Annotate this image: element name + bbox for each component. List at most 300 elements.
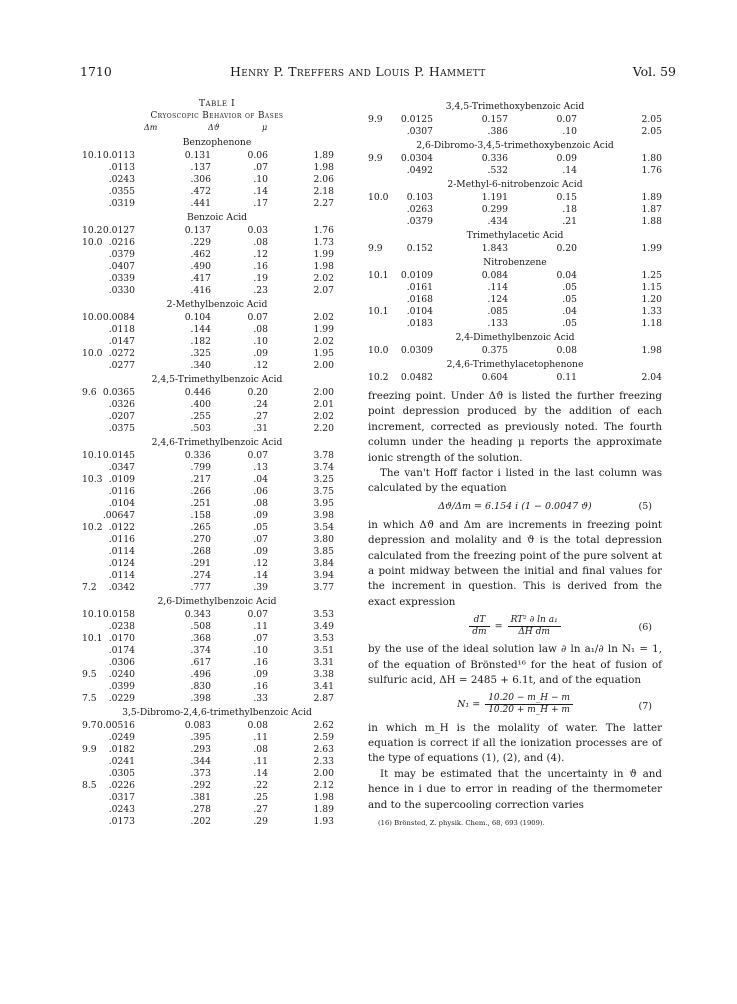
table-cell: .395 bbox=[190, 732, 211, 743]
section-heading: 2,6-Dibromo-3,4,5-trimethoxybenzoic Acid bbox=[416, 140, 614, 151]
table-cell: 9.5 bbox=[82, 669, 97, 680]
table-cell: 0.157 bbox=[481, 114, 508, 125]
table-cell: .12 bbox=[253, 360, 268, 371]
table-row bbox=[82, 522, 352, 534]
equation-5-body: Δϑ/Δm = 6.154 i (1 − 0.0047 ϑ) bbox=[438, 500, 592, 512]
table-cell: 0.0125 bbox=[400, 114, 433, 125]
table-cell: 0.0482 bbox=[400, 372, 433, 383]
table-row bbox=[82, 150, 352, 162]
table-cell: 2.00 bbox=[313, 360, 334, 371]
section-heading: Benzoic Acid bbox=[186, 212, 248, 223]
table-cell: .0170 bbox=[108, 633, 135, 644]
table-row bbox=[368, 165, 662, 177]
table-row bbox=[82, 162, 352, 174]
table-cell: .085 bbox=[487, 306, 508, 317]
table-cell: .0104 bbox=[108, 498, 135, 509]
table-cell: .340 bbox=[190, 360, 211, 371]
right-table-body bbox=[368, 99, 662, 384]
table-cell: .0118 bbox=[108, 324, 135, 335]
table-cell: .292 bbox=[190, 780, 211, 791]
table-cell: .462 bbox=[190, 249, 211, 260]
table-row bbox=[82, 225, 352, 237]
table-cell: 0.299 bbox=[481, 204, 508, 215]
table-cell: .416 bbox=[190, 285, 211, 296]
table-cell: 2.63 bbox=[313, 744, 334, 755]
table-row bbox=[368, 243, 662, 255]
table-row bbox=[82, 450, 352, 462]
table-cell: 0.07 bbox=[247, 450, 268, 461]
table-cell: .0124 bbox=[108, 558, 135, 569]
table-cell: .07 bbox=[253, 162, 268, 173]
table-cell: .490 bbox=[190, 261, 211, 272]
table-cell: .08 bbox=[253, 324, 268, 335]
col-header-dm: Δm bbox=[144, 123, 158, 132]
table-row bbox=[82, 486, 352, 498]
table-cell: .368 bbox=[190, 633, 211, 644]
table-cell: .0182 bbox=[108, 744, 135, 755]
table-cell: 1.18 bbox=[641, 318, 662, 329]
table-cell: .0272 bbox=[108, 348, 135, 359]
table-cell: 3.94 bbox=[313, 570, 334, 581]
table-cell: .0277 bbox=[108, 360, 135, 371]
table-cell: 1.191 bbox=[481, 192, 508, 203]
table-cell: .13 bbox=[253, 462, 268, 473]
table-row bbox=[368, 216, 662, 228]
table-cell: .617 bbox=[190, 657, 211, 668]
table-cell: 9.7 bbox=[82, 720, 97, 731]
table-row bbox=[82, 174, 352, 186]
table-cell: 1.99 bbox=[313, 324, 334, 335]
table-cell: .0263 bbox=[406, 204, 433, 215]
table-cell: .00647 bbox=[102, 510, 135, 521]
table-row bbox=[368, 345, 662, 357]
eq7-denominator: 10.20 + m_H + m bbox=[488, 705, 570, 715]
table-row bbox=[82, 510, 352, 522]
table-row bbox=[368, 192, 662, 204]
table-cell: .04 bbox=[562, 306, 577, 317]
eq6-rhs-numerator: RT² ∂ ln a₁ bbox=[508, 615, 561, 627]
table-row bbox=[82, 411, 352, 423]
table-row bbox=[82, 609, 352, 621]
table-cell: .278 bbox=[190, 804, 211, 815]
paragraph-6: It may be estimated that the uncertainty in ϑ and hence in i due to error in reading of the thermometer and to the supercooling correction varies bbox=[368, 767, 662, 811]
table-row bbox=[82, 249, 352, 261]
table-cell: 0.0084 bbox=[102, 312, 135, 323]
table-column-headers bbox=[82, 124, 352, 135]
table-cell: .31 bbox=[253, 423, 268, 434]
table-cell: .0114 bbox=[108, 570, 135, 581]
table-cell: 3.78 bbox=[313, 450, 334, 461]
table-cell: 2.01 bbox=[313, 399, 334, 410]
table-cell: 1.98 bbox=[313, 261, 334, 272]
section-heading: 2,6-Dimethylbenzoic Acid bbox=[157, 596, 277, 607]
table-cell: .0240 bbox=[108, 669, 135, 680]
table-cell: .16 bbox=[253, 681, 268, 692]
table-row bbox=[368, 204, 662, 216]
table-cell: 0.103 bbox=[406, 192, 433, 203]
table-cell: .0116 bbox=[108, 534, 135, 545]
table-cell: .0399 bbox=[108, 681, 135, 692]
table-cell: .217 bbox=[190, 474, 211, 485]
table-cell: 0.336 bbox=[481, 153, 508, 164]
table-cell: 1.80 bbox=[641, 153, 662, 164]
table-cell: 2.20 bbox=[313, 423, 334, 434]
right-column bbox=[368, 99, 662, 831]
table-cell: 0.0365 bbox=[102, 387, 135, 398]
section-heading: Nitrobenzene bbox=[483, 257, 547, 268]
table-row bbox=[368, 294, 662, 306]
eq6-rhs-fraction bbox=[508, 615, 561, 638]
table-cell: 0.0309 bbox=[400, 345, 433, 356]
table-cell: 9.9 bbox=[82, 744, 97, 755]
table-cell: .0243 bbox=[108, 804, 135, 815]
table-cell: .05 bbox=[562, 318, 577, 329]
table-cell: 0.04 bbox=[556, 270, 577, 281]
table-cell: .17 bbox=[253, 198, 268, 209]
table-cell: 3.98 bbox=[313, 510, 334, 521]
equation-7-number: (7) bbox=[638, 700, 652, 712]
table-cell: 3.54 bbox=[313, 522, 334, 533]
table-cell: .39 bbox=[253, 582, 268, 593]
table-cell: .417 bbox=[190, 273, 211, 284]
table-cell: 3.85 bbox=[313, 546, 334, 557]
section-heading: 2,4,6-Trimethylacetophenone bbox=[446, 359, 584, 370]
table-cell: .08 bbox=[253, 744, 268, 755]
table-row bbox=[82, 756, 352, 768]
table-cell: .0319 bbox=[108, 198, 135, 209]
table-cell: 1.843 bbox=[481, 243, 508, 254]
table-cell: .16 bbox=[253, 657, 268, 668]
paragraph-3: in which Δϑ and Δm are increments in freezing point depression and molality and ϑ is the total depression calculated from the freezing point of the pure solvent at a point midway between the initial and final values for the increment in question. This is derived from the exact expression bbox=[368, 518, 662, 608]
table-cell: 1.89 bbox=[641, 192, 662, 203]
table-cell: .0379 bbox=[108, 249, 135, 260]
table-cell: .268 bbox=[190, 546, 211, 557]
table-cell: .0339 bbox=[108, 273, 135, 284]
table-cell: .0317 bbox=[108, 792, 135, 803]
table-row bbox=[82, 273, 352, 285]
table-cell: 0.336 bbox=[184, 450, 211, 461]
table-cell: .0241 bbox=[108, 756, 135, 767]
equation-5 bbox=[368, 499, 662, 515]
table-cell: .0168 bbox=[406, 294, 433, 305]
table-label: Table I bbox=[198, 98, 236, 109]
table-cell: 1.99 bbox=[641, 243, 662, 254]
table-cell: .22 bbox=[253, 780, 268, 791]
table-cell: .441 bbox=[190, 198, 211, 209]
table-cell: 0.604 bbox=[481, 372, 508, 383]
table-cell: .799 bbox=[190, 462, 211, 473]
table-cell: .24 bbox=[253, 399, 268, 410]
table-cell: 0.375 bbox=[481, 345, 508, 356]
table-row bbox=[368, 114, 662, 126]
table-cell: 1.15 bbox=[641, 282, 662, 293]
table-cell: .0216 bbox=[108, 237, 135, 248]
table-cell: .158 bbox=[190, 510, 211, 521]
table-cell: 8.5 bbox=[82, 780, 97, 791]
table-cell: 3.38 bbox=[313, 669, 334, 680]
equation-5-number: (5) bbox=[638, 500, 652, 512]
table-cell: 0.0127 bbox=[102, 225, 135, 236]
paragraph-2: The van't Hoff factor i listed in the last column was calculated by the equation bbox=[368, 467, 662, 495]
table-cell: .23 bbox=[253, 285, 268, 296]
table-cell: 0.0109 bbox=[400, 270, 433, 281]
table-row bbox=[82, 336, 352, 348]
table-cell: .14 bbox=[253, 186, 268, 197]
table-cell: .777 bbox=[190, 582, 211, 593]
equation-6 bbox=[368, 610, 662, 642]
table-cell: 0.152 bbox=[406, 243, 433, 254]
table-cell: .16 bbox=[253, 261, 268, 272]
table-title: Cryoscopic Behavior of Bases bbox=[150, 111, 284, 121]
table-cell: .0306 bbox=[108, 657, 135, 668]
paragraph-1: freezing point. Under Δϑ is listed the further freezing point depression produced by the addition of each increment, corrected as previously noted. The fourth column under the heading μ reports the approximate ionic strength of the solution. bbox=[368, 390, 662, 464]
table-cell: .265 bbox=[190, 522, 211, 533]
table-row bbox=[82, 462, 352, 474]
eq7-fraction bbox=[485, 693, 573, 716]
table-cell: .0183 bbox=[406, 318, 433, 329]
table-cell: 7.2 bbox=[82, 582, 97, 593]
left-table-body bbox=[82, 135, 352, 828]
table-cell: .137 bbox=[190, 162, 211, 173]
table-cell: 0.08 bbox=[247, 720, 268, 731]
table-cell: .0161 bbox=[406, 282, 433, 293]
table-cell: .255 bbox=[190, 411, 211, 422]
table-cell: 1.93 bbox=[313, 816, 334, 827]
table-cell: .33 bbox=[253, 693, 268, 704]
table-row bbox=[82, 657, 352, 669]
section-heading: Benzophenone bbox=[182, 137, 252, 148]
table-row bbox=[82, 804, 352, 816]
table-cell: 0.20 bbox=[247, 387, 268, 398]
table-row bbox=[82, 312, 352, 324]
table-cell: 1.99 bbox=[313, 249, 334, 260]
table-cell: 0.20 bbox=[556, 243, 577, 254]
col-header-dtheta: Δϑ bbox=[208, 123, 220, 132]
table-row bbox=[82, 237, 352, 249]
table-cell: .27 bbox=[253, 411, 268, 422]
eq6-equals: = bbox=[494, 620, 503, 632]
table-cell: 0.104 bbox=[184, 312, 211, 323]
table-cell: 0.00516 bbox=[97, 720, 135, 731]
table-row bbox=[82, 534, 352, 546]
table-cell: 2.00 bbox=[313, 387, 334, 398]
table-cell: 0.137 bbox=[184, 225, 211, 236]
table-cell: .14 bbox=[253, 570, 268, 581]
table-cell: .14 bbox=[253, 768, 268, 779]
table-cell: .229 bbox=[190, 237, 211, 248]
table-cell: .114 bbox=[487, 282, 508, 293]
table-cell: 10.1 bbox=[82, 150, 103, 161]
table-cell: 1.89 bbox=[313, 804, 334, 815]
table-cell: 3.41 bbox=[313, 681, 334, 692]
table-cell: .374 bbox=[190, 645, 211, 656]
table-cell: .266 bbox=[190, 486, 211, 497]
table-cell: .293 bbox=[190, 744, 211, 755]
section-heading: 3,4,5-Trimethoxybenzoic Acid bbox=[445, 101, 585, 112]
table-cell: .0249 bbox=[108, 732, 135, 743]
table-cell: .10 bbox=[253, 336, 268, 347]
table-cell: .0104 bbox=[406, 306, 433, 317]
table-cell: .0114 bbox=[108, 546, 135, 557]
table-row bbox=[82, 261, 352, 273]
table-row bbox=[82, 693, 352, 705]
table-cell: .10 bbox=[562, 126, 577, 137]
table-row bbox=[82, 558, 352, 570]
table-cell: .08 bbox=[253, 498, 268, 509]
table-cell: .07 bbox=[253, 633, 268, 644]
table-cell: 0.08 bbox=[556, 345, 577, 356]
table-cell: 0.343 bbox=[184, 609, 211, 620]
table-row bbox=[82, 645, 352, 657]
table-cell: .09 bbox=[253, 546, 268, 557]
table-row bbox=[368, 282, 662, 294]
table-cell: 10.1 bbox=[82, 609, 103, 620]
table-cell: 3.74 bbox=[313, 462, 334, 473]
table-row bbox=[82, 198, 352, 210]
table-cell: .09 bbox=[253, 669, 268, 680]
table-cell: .04 bbox=[253, 474, 268, 485]
table-cell: 1.73 bbox=[313, 237, 334, 248]
table-cell: .05 bbox=[562, 294, 577, 305]
table-cell: .11 bbox=[253, 621, 268, 632]
table-row bbox=[82, 816, 352, 828]
table-cell: .306 bbox=[190, 174, 211, 185]
table-row bbox=[82, 546, 352, 558]
table-cell: 1.89 bbox=[313, 150, 334, 161]
table-cell: .830 bbox=[190, 681, 211, 692]
table-cell: .386 bbox=[487, 126, 508, 137]
table-cell: 2.02 bbox=[313, 312, 334, 323]
footnote-16: (16) Brönsted, Z. physik. Chem., 68, 693 (1909). bbox=[378, 818, 545, 827]
table-cell: .0379 bbox=[406, 216, 433, 227]
table-cell: .10 bbox=[253, 174, 268, 185]
table-cell: .19 bbox=[253, 273, 268, 284]
table-cell: .124 bbox=[487, 294, 508, 305]
table-cell: .503 bbox=[190, 423, 211, 434]
table-cell: 2.33 bbox=[313, 756, 334, 767]
table-cell: .0407 bbox=[108, 261, 135, 272]
table-cell: 2.00 bbox=[313, 768, 334, 779]
table-cell: 3.49 bbox=[313, 621, 334, 632]
table-cell: 3.84 bbox=[313, 558, 334, 569]
table-cell: .27 bbox=[253, 804, 268, 815]
table-cell: 10.3 bbox=[82, 474, 103, 485]
table-row bbox=[82, 570, 352, 582]
table-cell: .0109 bbox=[108, 474, 135, 485]
table-cell: 2.02 bbox=[313, 336, 334, 347]
table-cell: .291 bbox=[190, 558, 211, 569]
table-cell: 2.07 bbox=[313, 285, 334, 296]
table-cell: .09 bbox=[253, 348, 268, 359]
table-cell: 0.15 bbox=[556, 192, 577, 203]
table-cell: .0305 bbox=[108, 768, 135, 779]
table-cell: .532 bbox=[487, 165, 508, 176]
table-cell: 0.09 bbox=[556, 153, 577, 164]
table-cell: .14 bbox=[562, 165, 577, 176]
table-cell: 2.05 bbox=[641, 114, 662, 125]
table-cell: 9.9 bbox=[368, 243, 383, 254]
table-cell: .0207 bbox=[108, 411, 135, 422]
table-cell: 0.07 bbox=[247, 312, 268, 323]
table-cell: 0.07 bbox=[556, 114, 577, 125]
table-cell: .12 bbox=[253, 558, 268, 569]
table-cell: .0113 bbox=[108, 162, 135, 173]
table-cell: .05 bbox=[562, 282, 577, 293]
table-cell: .373 bbox=[190, 768, 211, 779]
table-cell: 2.05 bbox=[641, 126, 662, 137]
table-cell: .0342 bbox=[108, 582, 135, 593]
table-row bbox=[82, 474, 352, 486]
table-cell: 0.0113 bbox=[102, 150, 135, 161]
table-cell: .0375 bbox=[108, 423, 135, 434]
table-row bbox=[82, 732, 352, 744]
table-cell: 3.53 bbox=[313, 633, 334, 644]
equation-6-number: (6) bbox=[638, 622, 652, 634]
page-number: 1710 bbox=[80, 64, 112, 79]
table-cell: .0238 bbox=[108, 621, 135, 632]
table-cell: 0.0145 bbox=[102, 450, 135, 461]
section-heading: 3,5-Dibromo-2,4,6-trimethylbenzoic Acid bbox=[122, 707, 312, 718]
table-cell: 0.0158 bbox=[102, 609, 135, 620]
col-header-mu: μ bbox=[262, 123, 268, 132]
eq6-lhs-fraction bbox=[469, 615, 489, 638]
table-cell: 2.06 bbox=[313, 174, 334, 185]
table-cell: .472 bbox=[190, 186, 211, 197]
table-cell: .0174 bbox=[108, 645, 135, 656]
table-cell: 10.0 bbox=[368, 192, 389, 203]
eq6-lhs-denominator: dm bbox=[472, 626, 487, 637]
table-cell: 2.59 bbox=[313, 732, 334, 743]
table-cell: .344 bbox=[190, 756, 211, 767]
table-row bbox=[82, 744, 352, 756]
table-row bbox=[82, 423, 352, 435]
running-authors: Henry P. Treffers and Louis P. Hammett bbox=[230, 64, 486, 79]
table-row bbox=[368, 306, 662, 318]
table-cell: .12 bbox=[253, 249, 268, 260]
eq7-lhs: N₁ = bbox=[457, 698, 481, 710]
table-cell: .508 bbox=[190, 621, 211, 632]
table-row bbox=[82, 633, 352, 645]
table-cell: 10.0 bbox=[82, 312, 103, 323]
table-cell: 2.18 bbox=[313, 186, 334, 197]
table-cell: .18 bbox=[562, 204, 577, 215]
table-cell: .0173 bbox=[108, 816, 135, 827]
table-cell: 9.6 bbox=[82, 387, 97, 398]
table-cell: 1.98 bbox=[313, 792, 334, 803]
table-cell: 7.5 bbox=[82, 693, 97, 704]
table-cell: 1.20 bbox=[641, 294, 662, 305]
table-cell: 10.2 bbox=[82, 225, 103, 236]
table-cell: 1.98 bbox=[641, 345, 662, 356]
equation-7 bbox=[368, 689, 662, 721]
table-cell: 1.76 bbox=[641, 165, 662, 176]
table-row bbox=[82, 681, 352, 693]
table-cell: .11 bbox=[253, 732, 268, 743]
table-cell: 2.04 bbox=[641, 372, 662, 383]
table-cell: 9.9 bbox=[368, 114, 383, 125]
table-row bbox=[82, 387, 352, 399]
table-row bbox=[82, 768, 352, 780]
table-row bbox=[82, 348, 352, 360]
table-cell: 2.62 bbox=[313, 720, 334, 731]
section-heading: 2,4,5-Trimethylbenzoic Acid bbox=[151, 374, 283, 385]
table-cell: .0147 bbox=[108, 336, 135, 347]
table-cell: .0326 bbox=[108, 399, 135, 410]
table-cell: 3.51 bbox=[313, 645, 334, 656]
table-cell: .398 bbox=[190, 693, 211, 704]
table-row bbox=[368, 318, 662, 330]
table-row bbox=[82, 498, 352, 510]
